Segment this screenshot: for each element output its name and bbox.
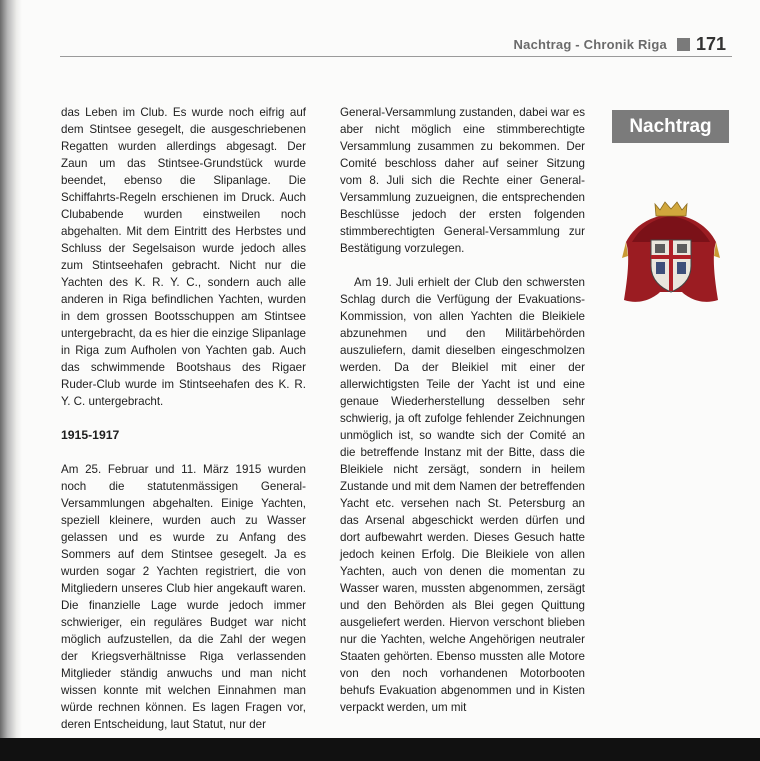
paragraph: Am 19. Juli erhielt der Club den schwersten Schlag durch die Verfügung der Evakuations-Kommission, von allen Yachten die Bleikiele abzunehmen und den Militärbehörden auszuliefern, damit dieselben eingeschmolzen werden. Da der Bleikiel mit einer der allerwichtigsten Teile der Yacht ist und eine genaue Wiederherstellung desselben sehr schwierig, ja oft zufolge fehlender Zeichnungen unmöglich ist, so wandte sich der Comité an die betreffende Instanz mit der Bitte, dass die Bleikiele nicht zersägt, sondern in heilem Zustande und mit dem Namen der betreffenden Yacht etc. versehen nach St. Petersburg an das Arsenal abgeschickt werden dürfen und dort aufbewahrt werden. Dieses Gesuch hatte jedoch keinen Erfolg. Die Bleikiele von allen Yachten, auch von denen die momentan zu Wasser waren, mussten abgenommen, zersägt und den Behörden als Blei gegen Quittung ausgeliefert werden. Hiervon verschont blieben nur die Yachten, welche Angehörigen neutraler Staaten gehörten. Ebenso mussten alle Motore von den noch vorhandenen Motorbooten behufs Evakuation abgenommen und in Kisten verpackt werden, um mit bbox=[340, 276, 585, 714]
scan-bottom-band bbox=[0, 738, 760, 761]
page-binding-shadow bbox=[0, 0, 22, 740]
section-tag bbox=[612, 110, 729, 143]
text-column-left bbox=[61, 104, 306, 733]
header-rule bbox=[60, 56, 732, 57]
section-subheading: 1915-1917 bbox=[61, 428, 120, 442]
paragraph: Am 25. Februar und 11. März 1915 wurden noch die statutenmässigen General-Versammlungen abgehalten. Einige Yachten, speziell kleinere, wurden auch zu Wasser gelassen und es wurde zu Anfang des Sommers auf dem Stintsee gesegelt. Ja es wurden sogar 2 Yachten registriert, die von Mitgliedern unseres Club hier angekauft waren. Die finanzielle Lage wurde jedoch immer schwieriger, ein reguläres Budget war nicht möglich aufzustellen, da die Zahl der wegen der Kriegsverhältnisse Riga verlassenden Mitglieder ständig anwuchs und man nicht wissen konnte mit welchen Einnahmen man würde rechnen können. Es lagen Fragen vor, deren Entscheidung, laut Statut, nur der bbox=[61, 463, 306, 731]
text-column-right bbox=[340, 104, 585, 716]
running-title: Nachtrag - Chronik Riga bbox=[513, 36, 667, 52]
section-tag-label: Nachtrag bbox=[629, 115, 712, 137]
paragraph: General-Versammlung zustanden, dabei war es aber nicht möglich eine stimmberechtigte Versammlung zusammen zu bekommen. Der Comité beschloss daher auf seiner Sitzung vom 8. Juli sich die Rechte einer General-Versammlung zuzueignen, die entsprechenden Beschlüsse jedoch der ersten folgenden stimmberechtigten General-Versammlung zur Bestätigung vorzulegen. bbox=[340, 106, 585, 255]
header-square-icon bbox=[677, 38, 690, 51]
running-header bbox=[514, 34, 726, 54]
page-number: 171 bbox=[695, 33, 726, 54]
paragraph: das Leben im Club. Es wurde noch eifrig auf dem Stintsee gesegelt, die ausgeschriebenen Regatten wurden allerdings abgesagt. Der Zaun um das Stintsee-Grundstück wurde beendet, ebenso die Slipanlage. Die Schiffahrts-Regeln erschienen im Druck. Auch Clubabende wurden einstweilen noch abgehalten. Mit dem Eintritt des Herbstes und Schluss der Segelsaison wurde jedoch alles zum Stintseehafen gebracht. Nicht nur die Yachten des K. R. Y. C., sondern auch alle anderen in Riga befindlichen Yachten, wurden in dem grossen Bootsschuppen am Stintsee untergebracht, da es hier die einzige Slipanlage in Riga zum Aufholen von Yachten gab. Auch das schwimmende Bootshaus des Rigaer Ruder-Club wurde im Stintseehafen des K. R. Y. C. untergebracht. bbox=[61, 106, 306, 408]
club-crest-icon bbox=[620, 196, 722, 316]
